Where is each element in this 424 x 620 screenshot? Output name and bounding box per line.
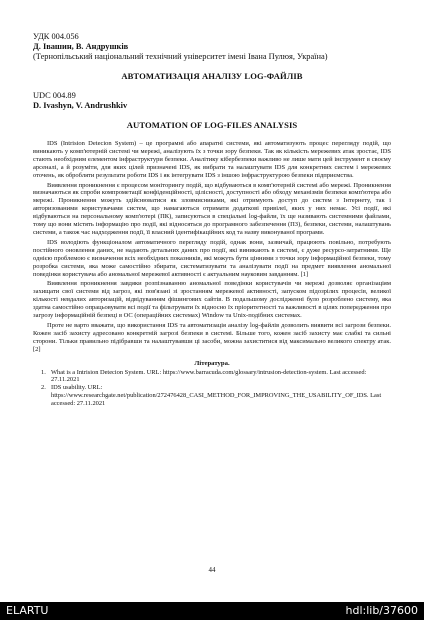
paragraph-1: IDS (Intrision Detecion System) – це програмні або апаратні системи, які автоматизують процес перегляду подій, що виникають у комп'ютерній системі чи мережі, аналізують їх з точки зору безпеки. Так як кількість мережевих атак зростає, IDS стають необхідним елементом інфраструктури безпеки. Аналітику кібербезпеки важливо не лише мати цей інструмент в своєму арсеналі, а й розуміти, для яких цілей призначені IDS, як вибрати та налаштувати IDS для конкретних систем і мережевих оточень, як обробляти результати роботи IDS і як інтегрувати IDS з іншою інфраструктурою безпеки підприємства.	[33, 140, 391, 179]
reference-number: 1.	[41, 368, 46, 376]
handle-id: hdl:lib/37600	[345, 604, 418, 617]
page-number: 44	[208, 566, 216, 574]
repository-footer	[0, 602, 424, 620]
title-en: AUTOMATION OF LOG-FILES ANALYSIS	[126, 120, 298, 130]
reference-text: What is a Intrision Detecion System. URL: https://www.barracuda.com/glossary/intrusion-detection-system. Last accessed: 27.11.2021	[51, 368, 367, 384]
title-uk: АВТОМАТИЗАЦІЯ АНАЛІЗУ LOG-ФАЙЛІВ	[121, 71, 303, 81]
authors-en: D. Ivashyn, V. Andrushkiv	[33, 101, 128, 110]
reference-item	[41, 369, 391, 385]
paragraph-4: Виявлення проникнення завдяки розпізнаванню аномальної поведінки користувачів чи мережі дозволяє організаціям захищати свої системи від загроз, які пов'язані зі зростанням мережевої активності, запуском підозрілих процесів, великої кількості невдалих авторизацій, відвідуванням фішингових сайтів. В подальшому дослідженні було розроблено систему, яка здатна самостійно опрацьовувати всі події та фільтрувати їх відносно їх пріоритетності та важливості в цілях попередження про загрозу інформаційній безпеці в ОС (операційних системах) Window та Unix-подібних системах.	[33, 280, 391, 320]
article-body	[33, 32, 391, 408]
reference-item	[41, 384, 391, 407]
paragraph-3: IDS володіють функціоналом автоматичного перегляду подій, однак вони, зазвичай, працюють повільно, потребують постійного оновлення даних, не надають детальних даних про події, які виникають в системі, є дуже ресурсо-затратними. Ще однією проблемою є визначення всіх необхідних показників, які можуть бути цінними з точки зору інформаційної безпеки, тому розробка системи, яка може самостійно збирати, систематизувати та аналізувати події на предмет виявлення аномальної поведінки користувача або аномальної мережевої активності є актуальним науковим завданням. [1]	[33, 238, 391, 278]
reference-number: 2.	[41, 384, 46, 392]
repository-name: ELARTU	[6, 604, 49, 617]
paragraph-2: Виявлення проникнення є процесом моніторингу подій, що відбуваються в комп'ютерній системі або мережі. Проникнення визначаються як спроби компрометації конфіденційності, цілісності, доступності або обходу механізмів безпеки комп'ютера або мережі. Проникнення можуть здійснюватися як зловмисниками, які отримують доступ до систем з Інтернету, так і авторизованими користувачами систем, що намагаються отримати додаткові привілеї, яких у них немає. Усі події, які відбуваються на персональному комп'ютері (ПК), записуються в спеціальні log-файли, їх ще називають системними файлами, тому що вони містять інформацію про події, які відносяться до програмного забезпечення (ПЗ), безпеки, системи, налаштувань системи, а також час надходження події, її власний ідентифікаційних код та назву виконуваної програми.	[33, 181, 391, 236]
authors-uk: Д. Івашин, В. Андрушків	[33, 42, 129, 51]
paragraph-5: Проте не варто вважати, що використання IDS та автоматизація аналізу log-файлів дозволить виявити всі загрози безпеки. Кожен засіб захисту адресовано конкретній загрозі безпеки в системі. Більше того, кожен засіб захисту має слабкі та сильні сторони. Тільки правильно підібравши та налаштувавши ці засоби, можна захиститися від максимально великого спектру атак. [2]	[33, 321, 391, 353]
reference-text: IDS usability. URL: https://www.researchgate.net/publication/272476428_CASI_METHOD_FOR_IMPROVING_THE_USABILITY_OF_IDS. Last accessed: 27.11.2021	[51, 384, 382, 407]
references-title: Література.	[194, 359, 230, 367]
udc-en: UDC 004.89	[33, 91, 76, 100]
udc-uk: УДК 004.056	[33, 32, 79, 41]
affiliation-uk: (Тернопільський національний технічний університет імені Івана Пулюя, Україна)	[33, 52, 328, 61]
